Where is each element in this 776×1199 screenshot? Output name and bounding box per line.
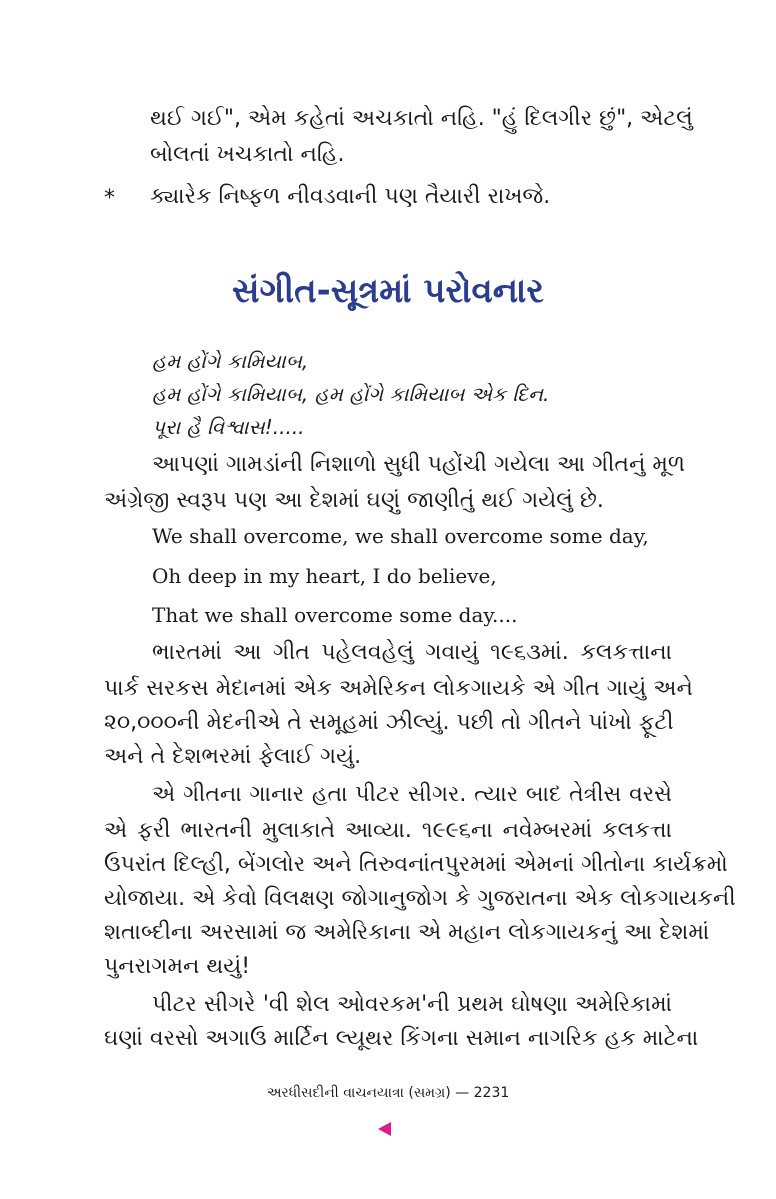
english-verse-line: We shall overcome, we shall overcome some day, <box>152 524 649 548</box>
text-line: યોજાયા. એ કેવો વિલક્ષણ જોગાનુજોગ કે ગુજરાતના એક લોકગાયકની <box>104 886 736 911</box>
text-line: આપણાં ગામડાંની નિશાળો સુધી પહોંચી ગયેલા આ ગીતનું મૂળ <box>152 452 686 477</box>
text-line: બોલતાં ખચકાતો નહિ. <box>150 142 345 167</box>
english-verse-line: Oh deep in my heart, I do believe, <box>152 564 497 588</box>
verse-line: હમ હોંગે કામિયાબ, હમ હોંગે કામિયાબ એક દિન. <box>152 382 550 406</box>
text-line: ૨૦,૦૦૦ની મેદનીએ તે સમૂહમાં ઝીલ્યું. પછી તો ગીતને પાંખો ફૂટી <box>104 710 674 735</box>
english-verse-line: That we shall overcome some day.... <box>152 603 518 627</box>
text-line: ભારતમાં આ ગીત પહેલવહેલું ગવાયું ૧૯૬૩માં. કલકત્તાના <box>152 640 672 665</box>
text-line: અંગ્રેજી સ્વરૂપ પણ આ દેશમાં ઘણું જાણીતું થઈ ગયેલું છે. <box>104 488 604 513</box>
text-line: ઉપરાંત દિલ્હી, બેંગલોર અને તિરુવનાંતપુરમમાં એમનાં ગીતોના કાર્યક્રમો <box>104 852 728 877</box>
text-line: અને તે દેશભરમાં ફેલાઈ ગયું. <box>104 744 362 769</box>
section-heading: સંગીત-સૂત્રમાં પરોવનાર <box>232 271 544 311</box>
text-line: ઘણાં વરસો અગાઉ માર્ટિન લ્યૂથર કિંગના સમાન નાગરિક હક માટેના <box>104 1026 699 1051</box>
prev-page-button[interactable] <box>375 1120 395 1138</box>
verse-line: હમ હોંગે કામિયાબ, <box>152 349 309 373</box>
page-footer: અરધીસદીની વાચનયાત્રા (સમગ્ર) — 2231 <box>266 1085 510 1101</box>
text-line: એ ગીતના ગાનાર હતા પીટર સીગર. ત્યાર બાદ તેત્રીસ વરસે <box>152 782 672 807</box>
text-line: થઈ ગઈ", એમ કહેતાં અચકાતો નહિ. "હું દિલગીર છું", એટલું <box>150 106 693 131</box>
bullet-text: ક્યારેક નિષ્ફળ નીવડવાની પણ તૈયારી રાખજે. <box>150 184 551 209</box>
triangle-left-icon <box>375 1120 395 1138</box>
text-line: પીટર સીગરે 'વી શેલ ઓવરકમ'ની પ્રથમ ઘોષણા અમેરિકામાં <box>152 992 672 1017</box>
text-line: પુનરાગમન થયું! <box>104 954 251 979</box>
text-line: પાર્ક સરકસ મેદાનમાં એક અમેરિકન લોકગાયકે એ ગીત ગાયું અને <box>104 676 693 701</box>
verse-line: પૂરા હૈ વિશ્વાસ!..... <box>152 415 305 439</box>
bullet-marker: * <box>104 186 115 211</box>
text-line: એ ફરી ભારતની મુલાકાતે આવ્યા. ૧૯૯૬ના નવેમ્બરમાં કલકત્તા <box>104 818 672 843</box>
text-line: શતાબ્દીના અરસામાં જ અમેરિકાના એ મહાન લોકગાયકનું આ દેશમાં <box>104 920 710 945</box>
